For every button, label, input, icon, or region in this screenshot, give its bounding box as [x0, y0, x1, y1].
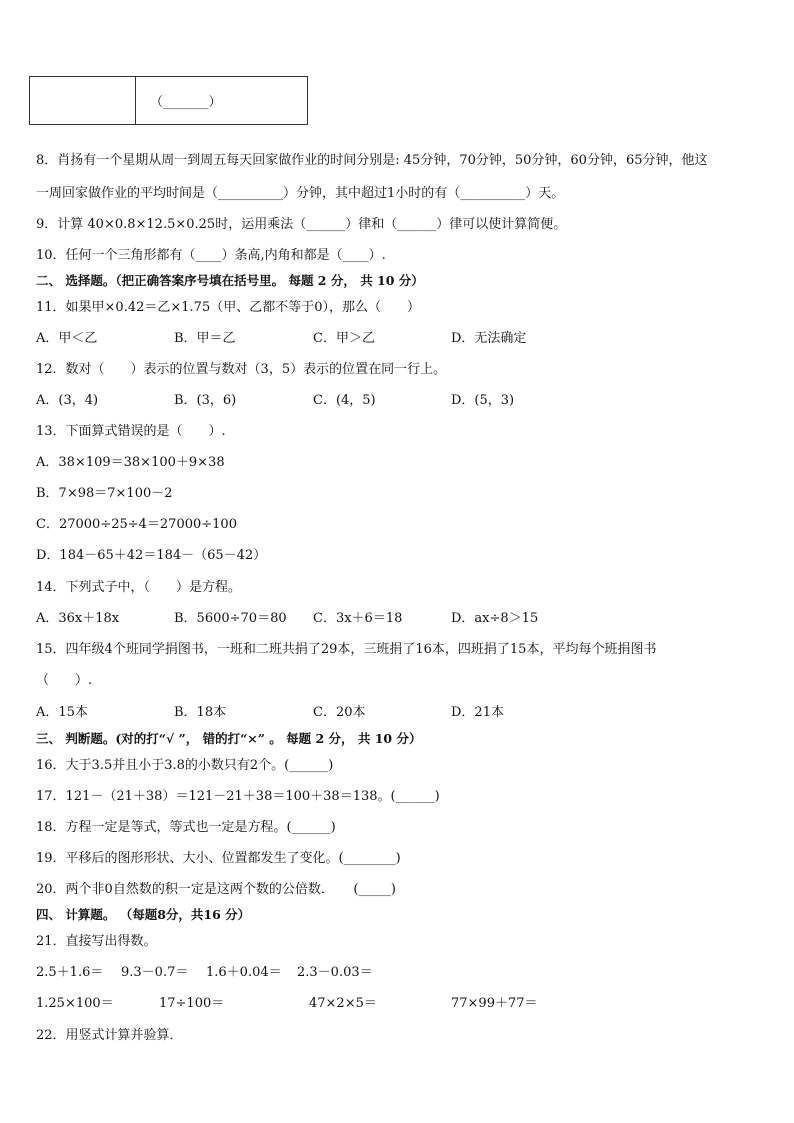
question-16: 16．大于3.5并且小于3.8的小数只有2个。(______) — [36, 758, 334, 773]
section-2-heading: 二、 选择题。（把正确答案序号填在括号里。 每题 2 分， 共 10 分） — [36, 273, 424, 288]
question-11: 11．如果甲×0.42＝乙×1.75（甲、乙都不等于0），那么（ ） — [36, 300, 420, 315]
question-22: 22．用竖式计算并验算． — [36, 1028, 183, 1043]
calc-item: 9.3－0.7＝ — [121, 965, 189, 980]
section-3-heading: 三、 判断题。(对的打“√ ”， 错的打“×” 。 每题 2 分， 共 10 分） — [36, 731, 422, 746]
question-13: 13．下面算式错误的是（ ）. — [36, 424, 226, 439]
q11-option-d: D．无法确定 — [451, 331, 527, 346]
calc-item: 2.3－0.03＝ — [297, 965, 373, 980]
q13-option-c: C．27000÷25÷4＝27000÷100 — [36, 517, 237, 532]
question-20: 20．两个非0自然数的积一定是这两个数的公倍数． (_____) — [36, 882, 396, 897]
answer-table — [29, 76, 308, 125]
question-21: 21．直接写出得数。 — [36, 934, 157, 949]
question-10: 10．任何一个三角形都有（____）条高,内角和都是（____）. — [36, 248, 386, 263]
q11-option-c: C．甲＞乙 — [313, 331, 375, 346]
question-8-line1: 8．肖扬有一个星期从周一到周五每天回家做作业的时间分别是: 45分钟，70分钟，50分钟，60分钟，65分钟，他这 — [36, 153, 708, 168]
answer-table-blank-cell: （_______） — [136, 77, 308, 125]
q14-option-a: A．36x＋18x — [36, 611, 120, 626]
calc-item: 1.25×100＝ — [36, 996, 114, 1011]
q12-option-c: C．(4，5) — [313, 393, 376, 408]
q15-option-b: B．18本 — [174, 705, 227, 720]
question-15-line1: 15．四年级4个班同学捐图书，一班和二班共捐了29本，三班捐了16本，四班捐了15本，平均每个班捐图书 — [36, 642, 657, 657]
calc-item: 2.5＋1.6＝ — [36, 965, 104, 980]
question-15-line2: （ ）. — [36, 673, 93, 688]
calc-item: 77×99＋77＝ — [451, 996, 538, 1011]
q12-option-b: B．(3，6) — [174, 393, 237, 408]
q11-option-a: A．甲＜乙 — [36, 331, 98, 346]
q14-option-c: C．3x＋6＝18 — [313, 611, 403, 626]
q11-option-b: B．甲＝乙 — [174, 331, 236, 346]
calc-item: 47×2×5＝ — [309, 996, 377, 1011]
question-19: 19．平移后的图形形状、大小、位置都发生了变化。(________) — [36, 851, 401, 866]
q15-option-c: C．20本 — [313, 705, 366, 720]
question-14: 14．下列式子中，（ ）是方程。 — [36, 580, 242, 595]
question-18: 18．方程一定是等式，等式也一定是方程。(______) — [36, 820, 336, 835]
question-9: 9．计算 40×0.8×12.5×0.25时，运用乘法（______）律和（______）律可以使计算简便。 — [36, 217, 567, 232]
q14-option-d: D．ax÷8＞15 — [451, 611, 539, 626]
question-12: 12．数对（ ）表示的位置与数对（3，5）表示的位置在同一行上。 — [36, 362, 447, 377]
calc-item: 1.6＋0.04＝ — [206, 965, 282, 980]
q15-option-d: D．21本 — [451, 705, 504, 720]
q12-option-d: D．(5，3) — [451, 393, 515, 408]
q15-option-a: A．15本 — [36, 705, 88, 720]
q12-option-a: A．(3，4) — [36, 393, 99, 408]
answer-table-label-cell — [30, 77, 136, 125]
q13-option-b: B．7×98＝7×100－2 — [36, 486, 173, 501]
q13-option-d: D．184－65＋42＝184－（65－42） — [36, 548, 267, 563]
section-4-heading: 四、 计算题。 （每题8分，共16 分） — [36, 907, 251, 922]
calc-item: 17÷100＝ — [159, 996, 225, 1011]
question-17: 17．121－（21＋38）＝121－21＋38＝100＋38＝138。(______) — [36, 789, 440, 804]
question-8-line2: 一周回家做作业的平均时间是（__________）分钟，其中超过1小时的有（__________）天。 — [36, 186, 565, 201]
q14-option-b: B．5600÷70＝80 — [174, 611, 287, 626]
q13-option-a: A．38×109＝38×100＋9×38 — [36, 455, 225, 470]
